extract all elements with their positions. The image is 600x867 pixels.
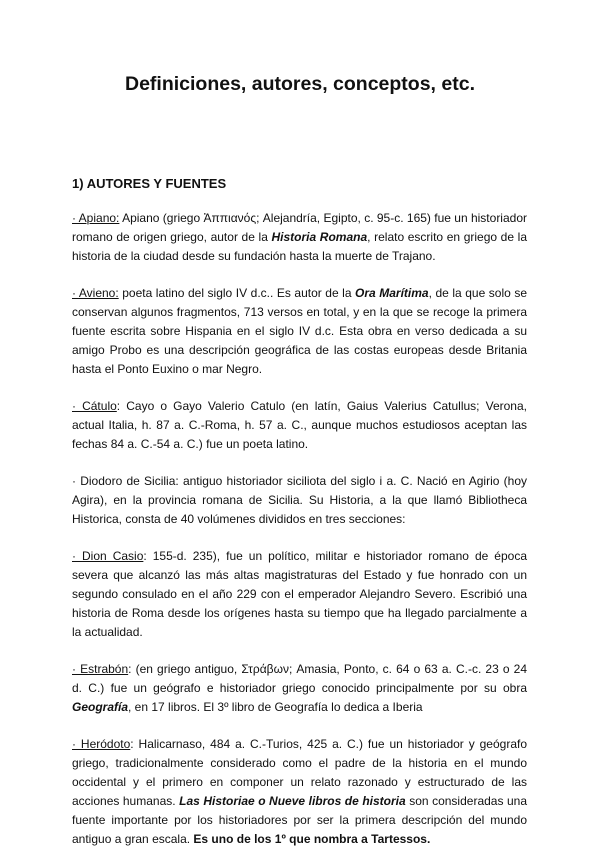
entry-name: · Heródoto xyxy=(72,737,131,751)
entry-text: Apiano (griego Ἀππιανός; Alejandría, Egipto, c. 95-c. 165) fue un historiador romano de origen griego, autor de la xyxy=(72,211,527,244)
entry-avieno xyxy=(72,284,527,379)
entry-name: · Cátulo xyxy=(72,399,117,413)
entry-name: · Estrabón xyxy=(72,662,129,676)
entry-work-title: Geografía xyxy=(72,700,129,714)
entry-text: son consideradas una fuente importante por los historiadores por ser la primera descripción del mundo antiguo a gran escala. xyxy=(72,794,528,846)
entry-text: · Diodoro de Sicilia: antiguo historiador siciliota del siglo i a. C. Nació en Agirio (hoy Agira), en la provincia romana de Sicilia. Su Historia, a la que llamó Bibliotheca Historica, consta de 40 volúmenes divididos en tres secciones: xyxy=(72,474,527,526)
entry-name: · Avieno: xyxy=(72,286,119,300)
entry-work-title: Historia Romana xyxy=(271,230,368,244)
entry-name: · Dion Casio xyxy=(72,549,144,563)
entry-estrabon xyxy=(72,660,527,717)
entry-text: : Halicarnaso, 484 a. C.-Turios, 425 a. C.) fue un historiador y geógrafo griego, tradicionalmente considerado como el padre de la historia en el mundo occidental y el primero en componer un relato razonado y estructurado de las acciones humanas. xyxy=(72,737,527,808)
entries-list xyxy=(72,209,527,867)
entry-text: , en 17 libros. El 3º libro de Geografía lo dedica a Iberia xyxy=(128,700,423,714)
entry-text: , de la que solo se conservan algunos fragmentos, 713 versos en total, y en la que se recoge la primera fuente escrita sobre Hispania en el siglo IV d.c. Esta obra en verso dedicada a su amigo Probo es una descripción geográfica de las costas europeas desde Britania hasta el Ponto Euxino o mar Negro. xyxy=(72,286,528,376)
entry-text: , relato escrito en griego de la historia de la ciudad desde su fundación hasta la muerte de Trajano. xyxy=(72,230,527,263)
entry-catulo xyxy=(72,397,527,454)
entry-text: : (en griego antiguo, Στράβων; Amasia, Ponto, c. 64 o 63 a. C.-c. 23 o 24 d. C.) fue un geógrafo e historiador griego conocido principalmente por su obra xyxy=(72,662,527,695)
entry-herodoto xyxy=(72,735,527,849)
entry-dion-casio xyxy=(72,547,527,642)
entry-name: · Apiano: xyxy=(72,211,120,225)
entry-text: poeta latino del siglo IV d.c.. Es autor de la xyxy=(118,286,356,300)
section-heading: 1) AUTORES Y FUENTES xyxy=(72,176,227,191)
entry-work-title: Ora Marítima xyxy=(355,286,429,300)
entry-text: : 155-d. 235), fue un político, militar e historiador romano de época severa que alcanzó las más altas magistraturas del Estado y fue honrado con un segundo consulado en el año 229 con el emperador Alejandro Severo. Escribió una historia de Roma desde los orígenes hasta su tiempo que ha llegado parcialmente a la actualidad. xyxy=(72,549,527,639)
entry-apiano xyxy=(72,209,527,266)
entry-bold-note: Es uno de los 1º que nombra a Tartessos. xyxy=(193,832,431,846)
entry-work-title: Las Historiae o Nueve libros de historia xyxy=(179,794,406,808)
entry-text: : Cayo o Gayo Valerio Catulo (en latín, Gaius Valerius Catullus; Verona, actual Italia, h. 87 a. C.-Roma, h. 57 a. C., aunque muchos estudiosos aceptan las fechas 84 a. C.-54 a. C.) fue un poeta latino. xyxy=(72,399,527,451)
entry-diodoro xyxy=(72,472,527,529)
page-title: Definiciones, autores, conceptos, etc. xyxy=(124,73,475,95)
